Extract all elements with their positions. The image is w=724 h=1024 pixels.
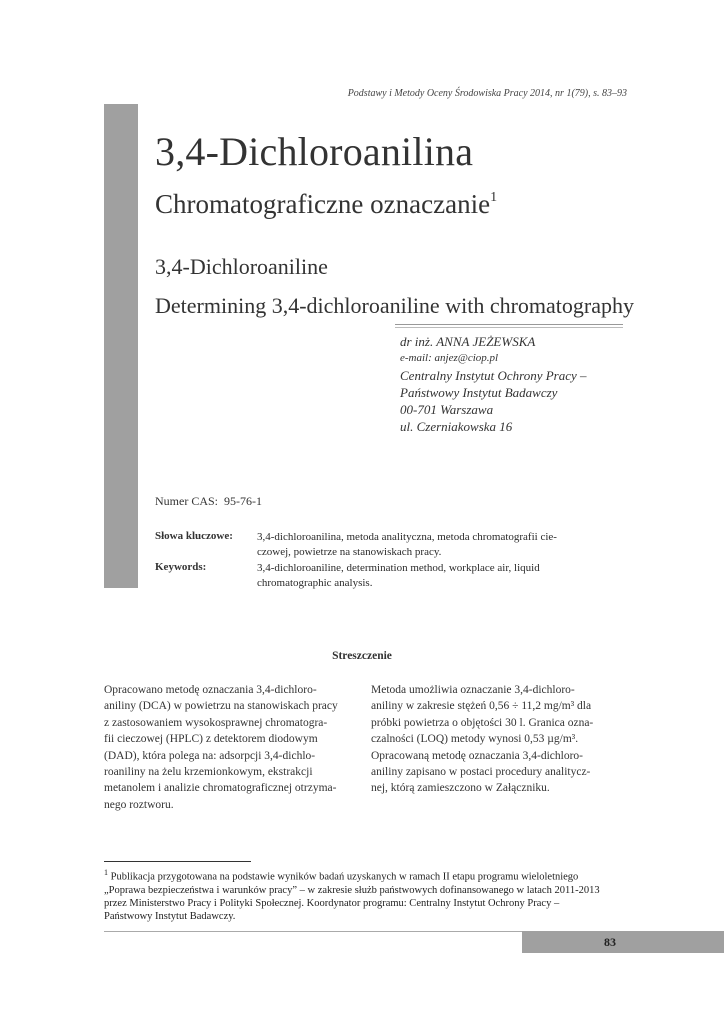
abstract-line: metanolem i analizie chromatograficznej otrzyma- — [104, 782, 337, 795]
title-sidebar-bar — [104, 104, 138, 588]
cas-value: 95-76-1 — [224, 494, 262, 508]
footnote-mark: 1 — [104, 868, 108, 877]
keywords-pl-line1: 3,4-dichloroanilina, metoda analityczna, metoda chromatografii cie- — [257, 531, 557, 543]
abstract-line: z zastosowaniem wysokosprawnej chromatogra- — [104, 716, 328, 729]
author-block — [400, 333, 587, 435]
journal-reference: Podstawy i Metody Oceny Środowiska Pracy 2014, nr 1(79), s. 83–93 — [347, 88, 627, 99]
author-institution-line2: Państwowy Instytut Badawczy — [400, 385, 558, 400]
abstract-line: roaniliny na żelu krzemionkowym, ekstrakcji — [104, 766, 313, 779]
abstract-right-column — [371, 682, 621, 797]
footnote-line4: Państwowy Instytut Badawczy. — [104, 911, 236, 923]
article-title: 3,4-Dichloroanilina — [155, 129, 474, 174]
keywords-pl-label — [155, 530, 233, 542]
keywords-en — [257, 561, 621, 591]
abstract-line: aniliny w zakresie stężeń 0,56 ÷ 11,2 mg/m³ dla — [371, 700, 592, 713]
author-street: ul. Czerniakowska 16 — [400, 419, 513, 434]
keywords-en-label — [155, 561, 206, 573]
footnote — [104, 866, 624, 923]
keywords-pl-line2: czowej, powietrze na stanowiskach pracy. — [257, 546, 442, 558]
cas-number — [155, 494, 262, 509]
abstract-line: Opracowano metodę oznaczania 3,4-dichloro- — [104, 684, 317, 696]
abstract-line: nego roztworu. — [104, 798, 174, 811]
author-institution-line1: Centralny Instytut Ochrony Pracy – — [400, 368, 587, 383]
keywords-pl-label-text: Słowa kluczowe: — [155, 530, 233, 542]
abstract-line: próbki powietrza o objętości 30 l. Granica ozna- — [371, 716, 594, 729]
abstract-heading: Streszczenie — [332, 650, 392, 662]
abstract-line: Metoda umożliwia oznaczanie 3,4-dichloro- — [371, 684, 575, 696]
title-divider-secondary — [395, 327, 623, 328]
english-subtitle: Determining 3,4-dichloroaniline with chromatography — [155, 293, 634, 318]
page-number-box — [522, 931, 724, 953]
author-email: e-mail: anjez@ciop.pl — [400, 352, 499, 364]
footnote-line3: przez Ministerstwo Pracy i Polityki Społecznej. Koordynator programu: Centralny Instytut Ochrony Pracy – — [104, 897, 560, 909]
abstract-line: nej, którą zamieszczono w Załączniku. — [371, 782, 550, 795]
footnote-reference-mark: 1 — [490, 190, 498, 205]
keywords-pl — [257, 530, 621, 560]
keywords-en-line1: 3,4-dichloroaniline, determination method, workplace air, liquid — [257, 562, 540, 574]
abstract-left-column — [104, 682, 354, 813]
cas-label: Numer CAS: — [155, 494, 218, 508]
abstract-line: (DAD), która polega na: adsorpcji 3,4-dichlo- — [104, 749, 316, 762]
abstract-line: aniliny zapisano w postaci procedury analitycz- — [371, 766, 591, 779]
footnote-separator — [104, 861, 251, 862]
footnote-line1 — [104, 866, 624, 884]
keywords-en-line2: chromatographic analysis. — [257, 577, 373, 589]
title-divider — [395, 324, 623, 325]
article-subtitle-text: Chromatograficzne oznaczanie — [155, 189, 491, 219]
abstract-line: aniliny (DCA) w powietrzu na stanowiskach pracy — [104, 700, 338, 713]
abstract-line: fii cieczowej (HPLC) z detektorem diodowym — [104, 733, 318, 746]
english-title: 3,4-Dichloroaniline — [155, 254, 328, 279]
abstract-line: Opracowaną metodę oznaczania 3,4-dichloro- — [371, 749, 584, 762]
author-name: dr inż. ANNA JEŻEWSKA — [400, 334, 536, 349]
footnote-line2: „Poprawa bezpieczeństwa i warunków pracy” – w zakresie służb państwowych dofinansowanego w latach 2011-2013 — [104, 884, 600, 896]
article-subtitle — [155, 189, 497, 220]
page-number: 83 — [604, 935, 616, 949]
keywords-en-label-text: Keywords: — [155, 561, 207, 573]
abstract-line: czalności (LOQ) metody wynosi 0,53 µg/m³. — [371, 733, 579, 746]
author-city: 00-701 Warszawa — [400, 402, 494, 417]
footnote-line1-text: Publikacja przygotowana na podstawie wyników badań uzyskanych w ramach II etapu programu wieloletniego — [108, 871, 579, 883]
